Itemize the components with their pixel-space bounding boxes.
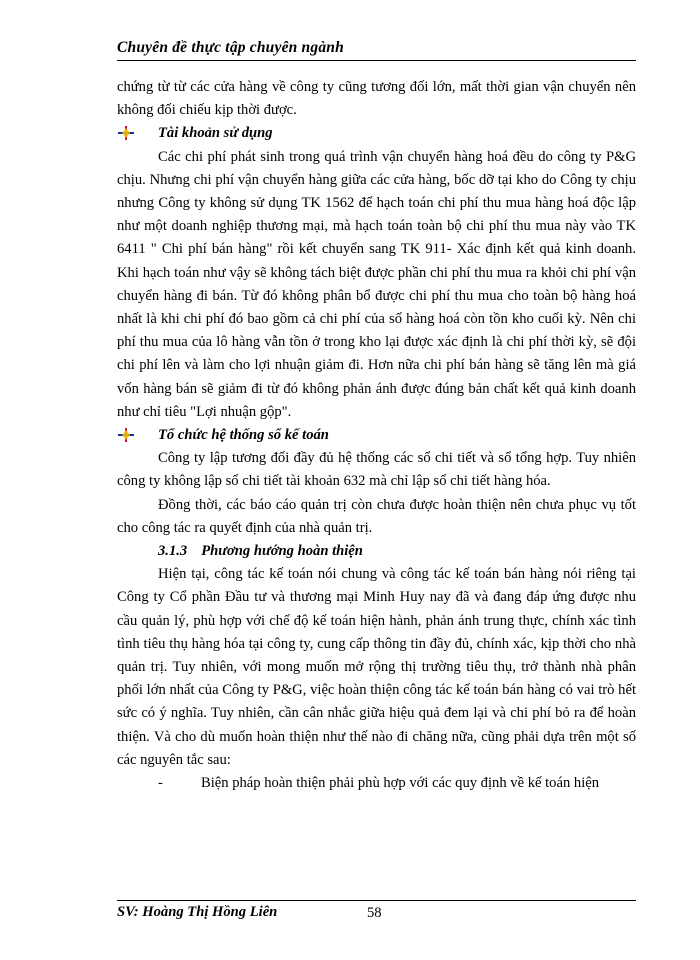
diamond-bullet-icon — [118, 428, 134, 442]
page-footer — [117, 900, 636, 921]
section-heading-row — [117, 424, 636, 447]
subsection-heading-row — [117, 540, 636, 563]
document-body — [117, 76, 636, 795]
page-number: 58 — [367, 905, 382, 921]
subsection-title: Phương hướng hoàn thiện — [201, 543, 363, 560]
subsection-number: 3.1.3 — [158, 543, 188, 560]
header-title: Chuyên đề thực tập chuyên ngành — [117, 39, 344, 56]
section-paragraph: Công ty lập tương đối đầy đủ hệ thống các sổ chi tiết và sổ tổng hợp. Tuy nhiên công ty không lập sổ chi tiết tài khoản 632 mà chỉ lập sổ chi tiết hàng hóa. — [117, 450, 636, 490]
diamond-bullet-icon — [118, 126, 134, 140]
list-item — [117, 772, 636, 795]
page-header — [117, 36, 636, 61]
footer-author: SV: Hoàng Thị Hồng Liên — [117, 904, 278, 920]
section-paragraph: Đồng thời, các báo cáo quản trị còn chưa được hoàn thiện nên chưa phục vụ tốt cho công tác ra quyết định của nhà quản trị. — [117, 496, 636, 536]
section-heading: Tài khoản sử dụng — [158, 125, 273, 142]
section-heading-row — [117, 122, 636, 145]
list-item-text: Biện pháp hoàn thiện phải phù hợp với các quy định về kế toán hiện — [201, 775, 600, 792]
list-dash: - — [158, 775, 163, 792]
intro-paragraph: chứng từ từ các cửa hàng về công ty cũng tương đối lớn, mất thời gian vận chuyển nên không đối chiếu kịp thời được. — [117, 79, 636, 119]
section-paragraph: Các chi phí phát sinh trong quá trình vận chuyển hàng hoá đều do công ty P&G chịu. Nhưng chi phí vận chuyển hàng giữa các cửa hàng, bốc dỡ tại kho do Công ty chịu nhưng Công ty không sử dụng TK 1562 để hạch toán chi phí thu mua hàng hoá độc lập như một doanh nghiệp thương mại, mà hạch toán toàn bộ chi phí thu mua này vào TK 6411 " Chi phí bán hàng" rồi kết chuyển sang TK 911- Xác định kết quả kinh doanh. Khi hạch toán như vậy sẽ không tách biệt được phần chi phí thu mua ra khỏi chi phí vận chuyển hàng đi bán. Từ đó không phân bổ được chi phí thu mua cho toàn bộ hàng hoá nhất là khi chi phí đó bao gồm cả chi phí của số hàng hoá còn tồn kho cuối kỳ. Nên chi phí thu mua của lô hàng vẫn tồn ở trong kho lại được xác định là chi phí thời kỳ, sẽ đội chi phí lên và làm cho lợi nhuận giảm đi. Hơn nữa chi phí bán hàng sẽ tăng lên mà giá vốn hàng bán sẽ giảm đi từ đó không phản ánh được đúng bản chất kết quả kinh doanh như chỉ tiêu "Lợi nhuận gộp". — [117, 148, 636, 420]
section-heading: Tổ chức hệ thống sổ kế toán — [158, 427, 329, 444]
subsection-heading — [158, 540, 363, 563]
subsection-paragraph: Hiện tại, công tác kế toán nói chung và công tác kế toán bán hàng nói riêng tại Công ty Cổ phần Đầu tư và thương mại Minh Huy nay đã và đang đáp ứng được nhu cầu quản lý, phù hợp với chế độ kế toán hiện hành, phản ánh trung thực, chính xác tình tình tiêu thụ hàng hóa tại công ty, cung cấp thông tin đầy đủ, chính xác, kịp thời cho nhà quản trị. Tuy nhiên, với mong muốn mở rộng thị trường tiêu thụ, trở thành nhà phân phối lớn nhất của Công ty P&G, việc hoàn thiện công tác kế toán bán hàng có vai trò hết sức có ý nghĩa. Tuy nhiên, cần cân nhắc giữa hiệu quả đem lại và chi phí bỏ ra để hoàn thiện. Và cho dù muốn hoàn thiện như thế nào đi chăng nữa, cũng phải dựa trên một số các nguyên tắc sau: — [117, 566, 636, 768]
